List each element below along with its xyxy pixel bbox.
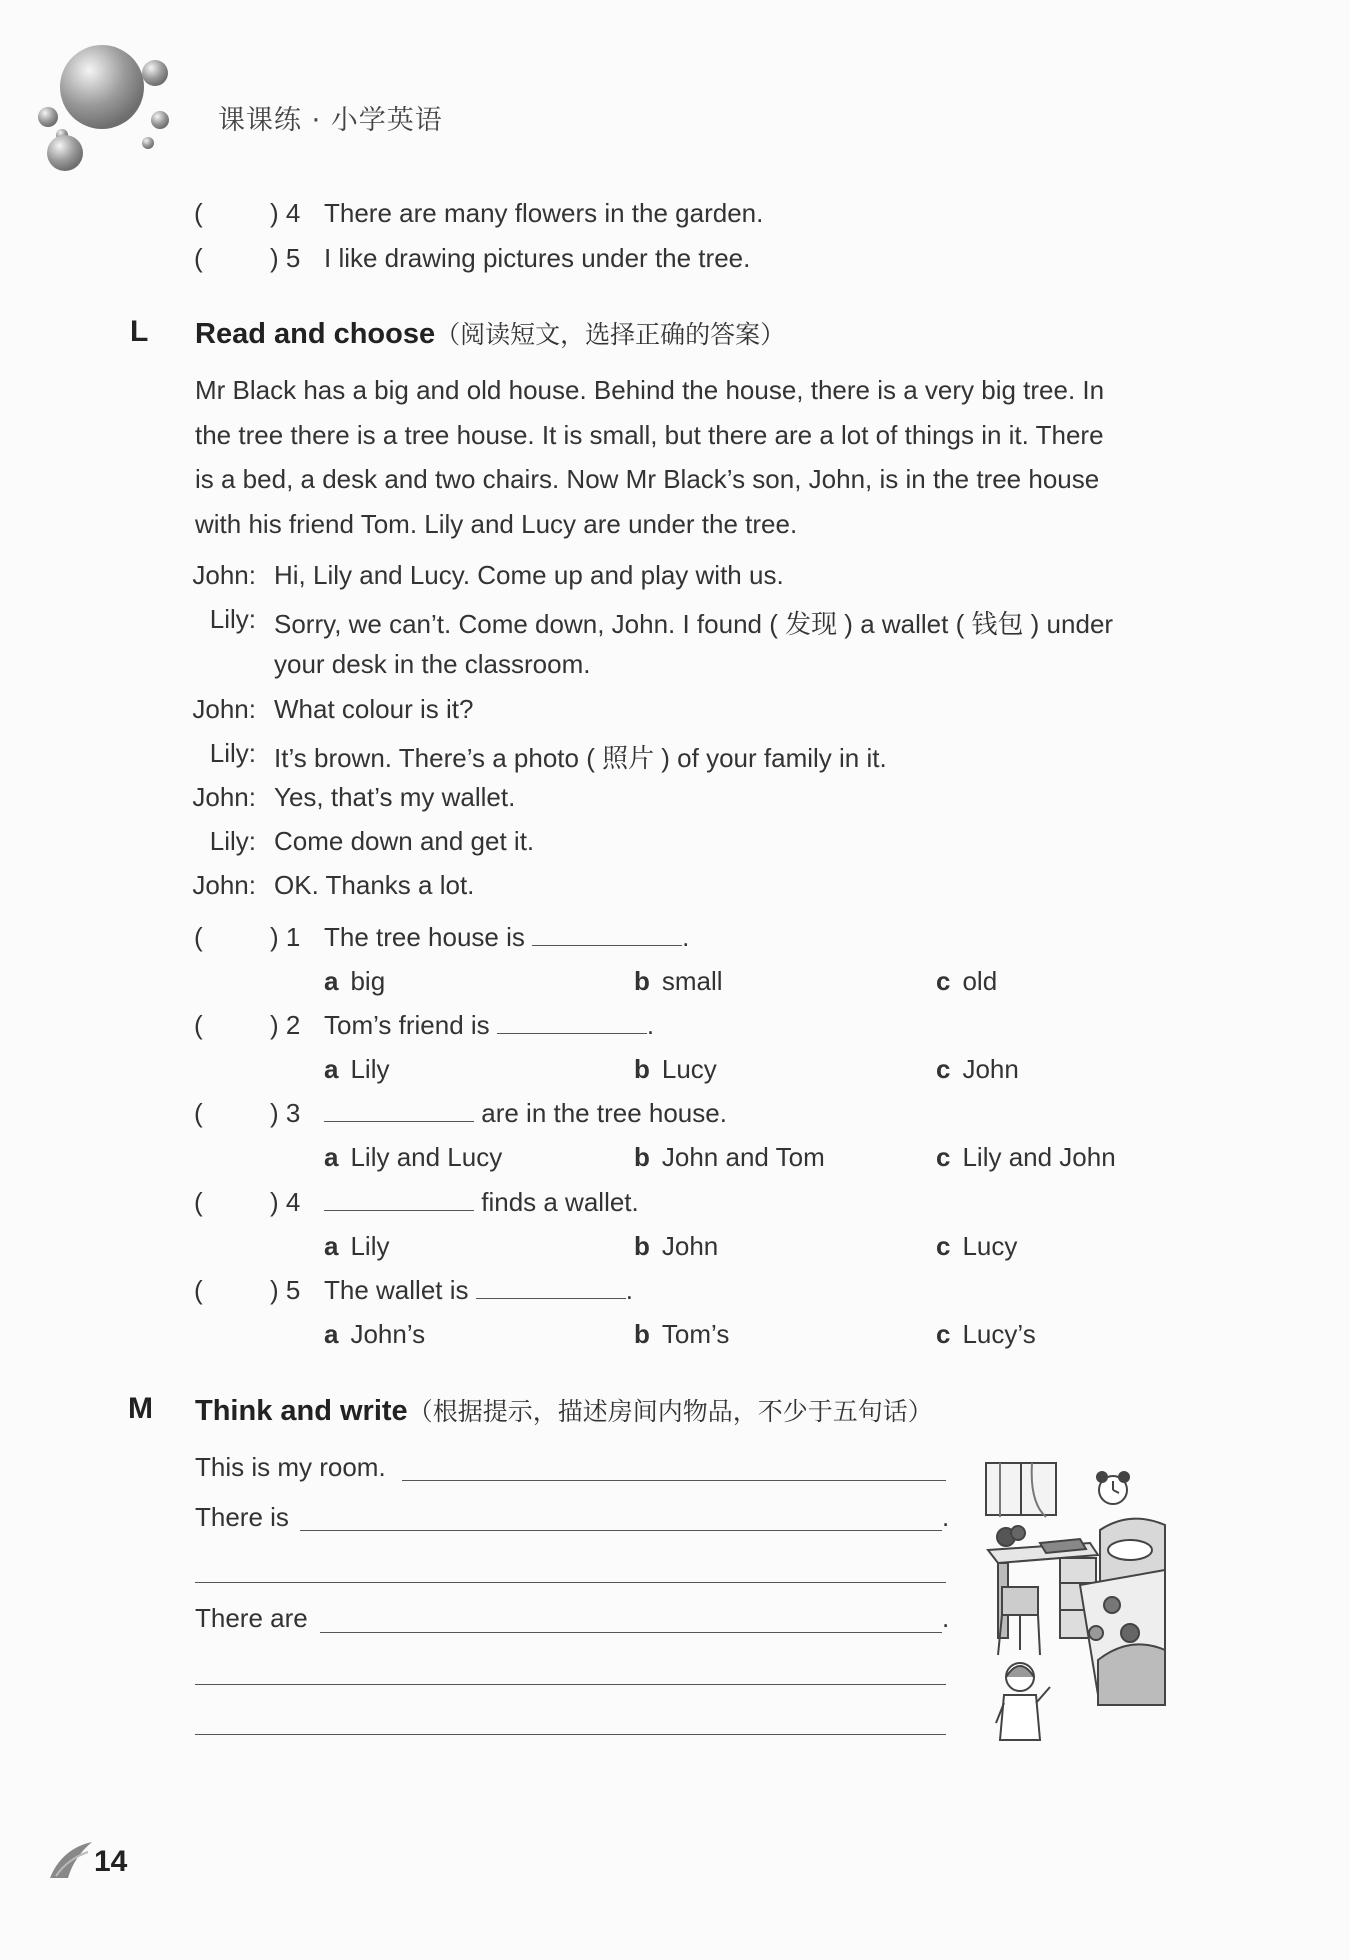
dialogue-line: OK. Thanks a lot. [274,870,475,900]
answer-blank[interactable] [324,1120,474,1122]
speaker: John: [192,560,256,590]
speaker: John: [192,694,256,724]
dialogue-line: Hi, Lily and Lucy. Come up and play with us. [274,560,784,590]
option-b: b Tom’s [634,1319,730,1349]
writing-line[interactable] [300,1530,942,1531]
question-number: ) 5 [270,1275,301,1305]
speaker: Lily: [209,826,256,856]
writing-line[interactable] [195,1582,946,1583]
option-a: a Lily [324,1054,390,1084]
item-text: There are many flowers in the garden. [324,198,764,228]
item-number: ) 4 [270,198,301,228]
item-text: I like drawing pictures under the tree. [324,243,751,273]
header-title: 课课练 · 小学英语 [218,105,443,136]
passage-line: is a bed, a desk and two chairs. Now Mr Black’s son, John, is in the tree house [195,464,1100,494]
option-c: c John [936,1054,1019,1084]
option-a: a big [324,966,386,996]
answer-blank[interactable] [532,944,682,946]
write-prompt: There is [195,1502,289,1532]
option-a: a John’s [324,1319,426,1349]
leaf-icon [48,1838,94,1880]
section-title-cn: （阅读短文，选择正确的答案） [435,320,786,349]
answer-blank[interactable] [324,1209,474,1211]
dialogue-line: Yes, that’s my wallet. [274,782,516,812]
passage-line: Mr Black has a big and old house. Behind the house, there is a very big tree. In [195,375,1105,405]
option-a: a Lily [324,1231,390,1261]
dialogue-line: Sorry, we can’t. Come down, John. I found ( 发现 ) a wallet ( 钱包 ) under [274,609,1114,639]
section-title [195,315,785,351]
option-b: b Lucy [634,1054,717,1084]
option-c: c Lucy [936,1231,1018,1261]
write-prompt: This is my room. [195,1452,386,1482]
dialogue-line: It’s brown. There’s a photo ( 照片 ) of your family in it. [274,743,887,773]
write-prompt: There are [195,1603,308,1633]
dialogue-line: Come down and get it. [274,826,535,856]
question-number: ) 2 [270,1010,301,1040]
writing-line[interactable] [195,1684,946,1685]
section-title-cn: （根据提示，描述房间内物品，不少于五句话） [407,1397,933,1426]
question-number: ) 3 [270,1098,301,1128]
page-number: 14 [94,1845,128,1878]
option-c: c Lucy’s [936,1319,1036,1349]
speaker: Lily: [209,604,256,634]
question-text: The wallet is . [324,1275,633,1305]
option-c: c Lily and John [936,1142,1116,1172]
answer-blank[interactable] [476,1297,626,1299]
dialogue-line: your desk in the classroom. [274,649,591,679]
answer-blank[interactable] [497,1032,647,1034]
question-text: Tom’s friend is . [324,1010,655,1040]
section-title-en: Read and choose [195,318,436,350]
speaker: John: [192,870,256,900]
writing-line[interactable] [320,1632,942,1633]
option-b: b John and Tom [634,1142,825,1172]
room-illustration [980,1455,1190,1750]
section-letter: L [130,315,149,348]
section-letter: M [128,1392,153,1425]
dialogue-line: What colour is it? [274,694,474,724]
question-number: ) 4 [270,1187,301,1217]
passage-line: the tree there is a tree house. It is small, but there are a lot of things in it. There [195,420,1104,450]
question-number: ) 1 [270,922,301,952]
section-title [195,1392,933,1428]
option-b: b John [634,1231,719,1261]
section-title-en: Think and write [195,1395,408,1427]
passage-line: with his friend Tom. Lily and Lucy are under the tree. [195,509,798,539]
question-text: are in the tree house. [324,1098,727,1129]
option-b: b small [634,966,723,996]
question-text: The tree house is . [324,922,690,952]
speaker: Lily: [209,738,256,768]
option-c: c old [936,966,998,996]
option-a: a Lily and Lucy [324,1142,503,1172]
item-number: ) 5 [270,243,301,273]
speaker: John: [192,782,256,812]
writing-line[interactable] [195,1734,946,1735]
question-text: finds a wallet. [324,1187,639,1218]
bubbles-decoration [30,45,180,175]
writing-line[interactable] [402,1480,946,1481]
